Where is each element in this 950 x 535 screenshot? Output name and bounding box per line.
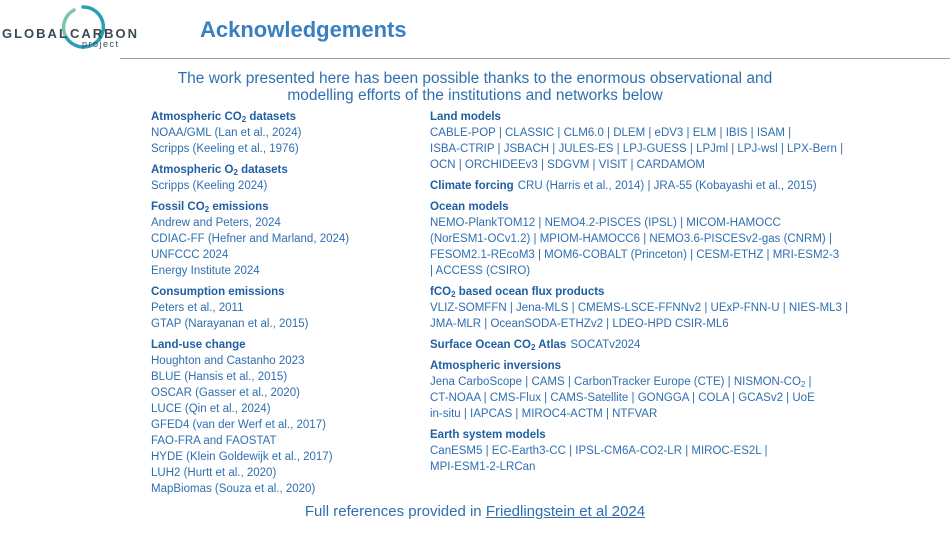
section-heading: Atmospheric $O_2$ datasets (151, 164, 288, 177)
section-heading: fCO$_2$ based ocean flux products (430, 286, 605, 299)
section-heading: Surface Ocean $CO_2$ Atlas SOCATv2024 (430, 339, 641, 352)
list-line: OCN | ORCHIDEEv3 | SDGVM | VISIT | CARDAMOM (430, 159, 705, 171)
list-line: NEMO-PlankTOM12 | NEMO4.2-PISCES (IPSL) | MICOM-HAMOCC (430, 217, 781, 229)
list-line: JMA-MLR | OceanSODA-ETHZv2 | LDEO-HPD CSIR-ML6 (430, 318, 729, 330)
section-land-use-change (151, 338, 411, 497)
list-item: GFED4 (van der Werf et al., 2017) (151, 419, 326, 431)
list-item: BLUE (Hansis et al., 2015) (151, 371, 288, 383)
list-line: ISBA-CTRIP | JSBACH | JULES-ES | LPJ-GUESS | LPJml | LPJ-wsl | LPX-Bern | (430, 143, 844, 155)
section-heading: Atmospheric $CO_2$ datasets (151, 111, 297, 124)
list-line: in-situ | IAPCAS | MIROC4-ACTM | NTFVAR (430, 408, 658, 420)
list-item: FAO-FRA and FAOSTAT (151, 435, 277, 447)
list-item: HYDE (Klein Goldewijk et al., 2017) (151, 451, 333, 463)
list-line: FESOM2.1-REcoM3 | MOM6-COBALT (Princeton) | CESM-ETHZ | MRI-ESM2-3 (430, 249, 840, 261)
section-earth-system-models (430, 428, 870, 475)
section-ocean-models (430, 200, 870, 279)
list-line: CT-NOAA | CMS-Flux | CAMS-Satellite | GONGGA | COLA | GCASv2 | UoE (430, 392, 815, 404)
list-item: CDIAC-FF (Hefner and Marland, 2024) (151, 233, 350, 245)
list-item: Andrew and Peters, 2024 (151, 217, 281, 229)
section-fossil-co2 (151, 200, 411, 279)
list-item: UNFCCC 2024 (151, 249, 229, 261)
footer-references: Full references provided in Friedlingstein et al 2024 (304, 503, 646, 520)
list-line: CABLE-POP | CLASSIC | CLM6.0 | DLEM | eDV3 | ELM | IBIS | ISAM | (430, 127, 792, 139)
section-fco2-products (430, 285, 870, 332)
list-line: (NorESM1-OCv1.2) | MPIOM-HAMOCC6 | NEMO3.6-PISCESv2-gas (CNRM) | (430, 233, 832, 245)
title-divider (120, 58, 950, 59)
section-consumption-emissions (151, 285, 411, 332)
section-atmospheric-o2 (151, 163, 411, 194)
right-column (430, 110, 870, 481)
list-item: Peters et al., 2011 (151, 302, 244, 314)
section-atmospheric-co2 (151, 110, 411, 157)
climate-forcing-value: CRU (Harris et al., 2014) | JRA-55 (Kobayashi et al., 2015) (517, 180, 817, 192)
section-heading: Land-use change (151, 339, 246, 351)
list-item: Scripps (Keeling et al., 1976) (151, 143, 299, 155)
logo-word-global: GLOBAL (2, 26, 69, 41)
list-item: MapBiomas (Souza et al., 2020) (151, 483, 316, 495)
section-heading: Earth system models (430, 429, 546, 441)
reference-link[interactable]: Friedlingstein et al 2024 (485, 503, 646, 520)
list-item: Scripps (Keeling 2024) (151, 180, 268, 192)
section-heading: Land models (430, 111, 501, 123)
logo-word-carbon: CARBON (70, 26, 140, 41)
list-item: Energy Institute 2024 (151, 265, 260, 277)
list-line: VLIZ-SOMFFN | Jena-MLS | CMEMS-LSCE-FFNNv2 | UExP-FNN-U | NIES-ML3 | (430, 302, 849, 314)
list-line: CanESM5 | EC-Earth3-CC | IPSL-CM6A-CO2-LR | MIROC-ES2L | (430, 445, 768, 457)
list-item: LUH2 (Hurtt et al., 2020) (151, 467, 277, 479)
section-heading: Consumption emissions (151, 286, 285, 298)
list-item: Houghton and Castanho 2023 (151, 355, 305, 367)
logo-word-project: project (82, 39, 120, 49)
section-socat (430, 338, 870, 353)
section-climate-forcing (430, 179, 870, 194)
left-column (151, 110, 411, 503)
list-line: Jena CarboScope | CAMS | CarbonTracker Europe (CTE) | NISMON-$CO_2$ | (430, 376, 812, 389)
list-item: GTAP (Narayanan et al., 2015) (151, 318, 309, 330)
global-carbon-project-logo (2, 4, 140, 50)
section-atmospheric-inversions (430, 359, 870, 422)
list-line: MPI-ESM1-2-LRCan (430, 461, 536, 473)
page-title: Acknowledgements (200, 17, 407, 42)
section-heading: Atmospheric inversions (430, 360, 562, 372)
section-heading: Fossil $CO_2$ emissions (151, 201, 269, 214)
section-land-models (430, 110, 870, 173)
section-heading: Ocean models (430, 201, 509, 213)
list-item: LUCE (Qin et al., 2024) (151, 403, 271, 415)
intro-text: The work presented here has been possible thanks to the enormous observational and modelling efforts of the institutions and networks below (177, 70, 773, 104)
list-line: | ACCESS (CSIRO) (430, 265, 531, 277)
list-item: OSCAR (Gasser et al., 2020) (151, 387, 300, 399)
list-item: NOAA/GML (Lan et al., 2024) (151, 127, 302, 139)
section-heading: Climate forcing CRU (Harris et al., 2014) | JRA-55 (Kobayashi et al., 2015) (430, 180, 817, 192)
socat-value: SOCATv2024 (570, 339, 641, 351)
